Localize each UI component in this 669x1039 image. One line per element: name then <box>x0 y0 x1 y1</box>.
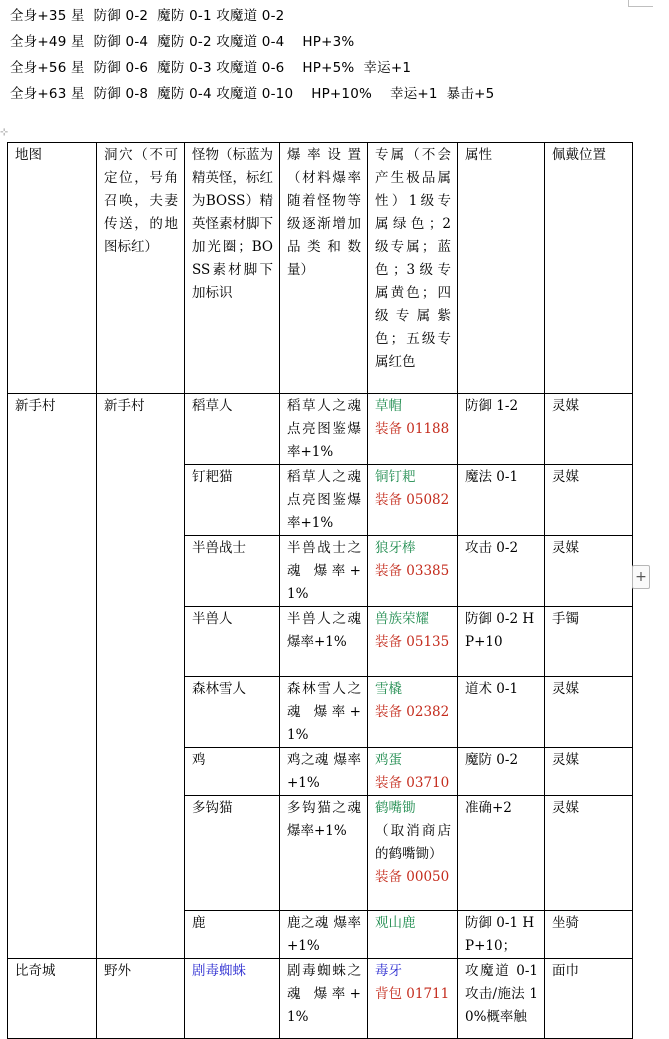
attribute-cell: 防御 0-1 HP+10； <box>458 911 545 959</box>
drop-cell: 鸡之魂 爆率+1% <box>280 748 368 796</box>
attribute-cell: 道术 0-1 <box>458 677 545 748</box>
item-name: 观山鹿 <box>375 915 416 931</box>
item-name: 狼牙棒 <box>375 540 416 556</box>
header-map: 地图 <box>8 143 97 394</box>
equip-code: 装备 01188 <box>375 421 450 437</box>
equip-code: 装备 05082 <box>375 492 450 508</box>
equip-code: 装备 03385 <box>375 563 450 579</box>
star-bonus-line: 全身+63 星 防御 0-8 魔防 0-4 攻魔道 0-10 HP+10% 幸运+1 暴击+5 <box>10 86 495 102</box>
monster-cell: 鸡 <box>185 748 280 796</box>
slot-cell: 灵媒 <box>545 677 633 748</box>
monster-cell: 多钩猫 <box>185 796 280 911</box>
exclusive-cell <box>368 677 458 748</box>
item-note: （取消商店的鹤嘴锄） <box>375 823 451 862</box>
equip-code: 装备 05135 <box>375 634 450 650</box>
header-drop-rate: 爆率设置（材料爆率随着怪物等级逐渐增加品类和数量） <box>280 143 368 394</box>
star-bonus-line: 全身+49 星 防御 0-4 魔防 0-2 攻魔道 0-4 HP+3% <box>10 34 355 50</box>
drop-cell: 鹿之魂 爆率+1% <box>280 911 368 959</box>
slot-cell: 灵媒 <box>545 748 633 796</box>
table-header-row <box>8 143 633 394</box>
equip-code: 背包 01711 <box>375 986 450 1002</box>
header-cave: 洞穴（不可定位，号角召唤，夫妻传送，的地图标红） <box>97 143 185 394</box>
equip-code: 装备 02382 <box>375 704 450 720</box>
exclusive-cell <box>368 911 458 959</box>
attribute-cell: 防御 1-2 <box>458 394 545 465</box>
map-cell: 新手村 <box>8 394 97 959</box>
attribute-cell: 防御 0-2 HP+10 <box>458 607 545 677</box>
monster-cell: 半兽人 <box>185 607 280 677</box>
slot-cell: 灵媒 <box>545 536 633 607</box>
star-bonus-line: 全身+56 星 防御 0-6 魔防 0-3 攻魔道 0-6 HP+5% 幸运+1 <box>10 60 412 76</box>
monster-drop-table <box>7 142 633 1039</box>
slot-cell: 灵媒 <box>545 465 633 536</box>
header-attribute: 属性 <box>458 143 545 394</box>
item-name: 鸡蛋 <box>375 752 402 768</box>
drop-cell: 稻草人之魂 点亮图鉴爆率+1% <box>280 465 368 536</box>
monster-cell: 剧毒蜘蛛 <box>185 959 280 1039</box>
item-name: 铜钉耙 <box>375 469 416 485</box>
attribute-cell: 魔防 0-2 <box>458 748 545 796</box>
slot-cell: 手镯 <box>545 607 633 677</box>
item-name: 草帽 <box>375 398 402 414</box>
header-slot: 佩戴位置 <box>545 143 633 394</box>
exclusive-cell <box>368 796 458 911</box>
exclusive-cell <box>368 959 458 1039</box>
slot-cell: 灵媒 <box>545 796 633 911</box>
cave-cell: 新手村 <box>97 394 185 959</box>
map-cell: 比奇城 <box>8 959 97 1039</box>
drop-cell: 稻草人之魂 点亮图鉴爆率+1% <box>280 394 368 465</box>
drop-cell: 半兽战士之魂 爆率+1% <box>280 536 368 607</box>
equip-code: 装备 03710 <box>375 775 450 791</box>
header-monster: 怪物（标蓝为精英怪，标红为BOSS）精英怪素材脚下加光圈；BOSS素材脚下加标识 <box>185 143 280 394</box>
monster-cell: 稻草人 <box>185 394 280 465</box>
attribute-cell: 准确+2 <box>458 796 545 911</box>
exclusive-cell <box>368 465 458 536</box>
table-row <box>8 959 633 1039</box>
item-name: 雪橇 <box>375 681 402 697</box>
exclusive-cell <box>368 536 458 607</box>
exclusive-cell <box>368 607 458 677</box>
add-column-button[interactable]: + <box>632 565 650 589</box>
drop-cell: 半兽人之魂 爆率+1% <box>280 607 368 677</box>
slot-cell: 灵媒 <box>545 394 633 465</box>
attribute-cell: 魔法 0-1 <box>458 465 545 536</box>
star-bonus-line: 全身+35 星 防御 0-2 魔防 0-1 攻魔道 0-2 <box>10 8 285 24</box>
exclusive-cell <box>368 748 458 796</box>
star-bonus-list <box>10 3 494 107</box>
table-move-handle-icon[interactable]: ⊹ <box>0 127 9 138</box>
exclusive-cell <box>368 394 458 465</box>
table-row <box>8 394 633 465</box>
attribute-cell: 攻击 0-2 <box>458 536 545 607</box>
attribute-cell: 攻魔道 0-1 攻击/施法 10%概率触 <box>458 959 545 1039</box>
monster-cell: 半兽战士 <box>185 536 280 607</box>
slot-cell: 面巾 <box>545 959 633 1039</box>
item-name: 毒牙 <box>375 963 402 979</box>
item-name: 兽族荣耀 <box>375 611 429 627</box>
equip-code: 装备 00050 <box>375 869 450 885</box>
monster-cell: 鹿 <box>185 911 280 959</box>
slot-cell: 坐骑 <box>545 911 633 959</box>
monster-cell: 钉耙猫 <box>185 465 280 536</box>
drop-cell: 剧毒蜘蛛之魂 爆率+1% <box>280 959 368 1039</box>
drop-cell: 多钩猫之魂 爆率+1% <box>280 796 368 911</box>
cave-cell: 野外 <box>97 959 185 1039</box>
item-name: 鹤嘴锄 <box>375 800 416 816</box>
drop-cell: 森林雪人之魂 爆率+1% <box>280 677 368 748</box>
page-corner-mark <box>628 0 653 7</box>
header-exclusive: 专属（不会产生极品属性）1级专属绿色；2级专属；蓝色；3级专属黄色；四级专属紫色；五级专属红色 <box>368 143 458 394</box>
monster-cell: 森林雪人 <box>185 677 280 748</box>
